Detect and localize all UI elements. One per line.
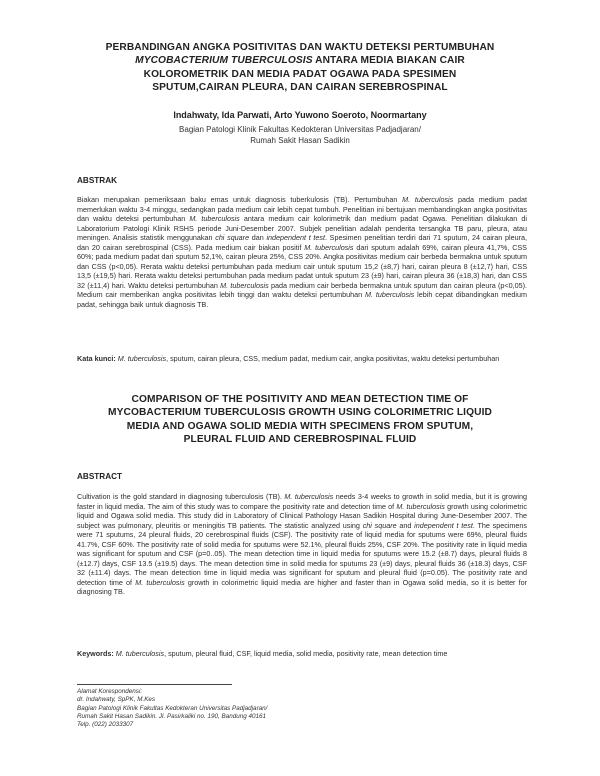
keywords-label: Keywords:: [77, 649, 114, 658]
english-title-line: PLEURAL FLUID AND CEREBROSPINAL FLUID: [183, 434, 417, 446]
english-title-line: MYCOBACTERIUM TUBERCULOSIS GROWTH USING COLORIMETRIC LIQUID: [108, 407, 492, 419]
correspondence-footnote: Alamat Korespondensi: dr. Indahwaty, SpPK, M.Kes Bagian Patologi Klinik Fakultas Kedokteran Universitas Padjadjaran/ Rumah Sakit Hasan Sadikin. Jl. Pasirkaliki no. 190, Bandung 40161 Telp. (022) 2033307: [77, 688, 268, 729]
kata-kunci-text: , sputum, cairan pleura, CSS, medium padat, medium cair, angka positivitas, waktu deteksi pertumbuhan: [166, 354, 500, 363]
english-title-line: MEDIA AND OGAWA SOLID MEDIA WITH SPECIMENS FROM SPUTUM,: [126, 420, 474, 432]
indonesian-title-line: KOLOROMETRIK DAN MEDIA PADAT OGAWA PADA SPESIMEN: [143, 68, 457, 80]
indonesian-title-species: MYCOBACTERIUM TUBERCULOSIS: [135, 55, 313, 67]
keywords: Keywords: M. tuberculosis, sputum, pleural fluid, CSF, liquid media, solid media, positivity rate, mean detection time: [77, 649, 448, 658]
affiliation: Bagian Patologi Klinik Fakultas Kedokteran Universitas Padjadjaran/ Rumah Sakit Hasan Sadikin: [179, 125, 421, 145]
kata-kunci-label: Kata kunci:: [77, 354, 116, 363]
authors: Indahwaty, Ida Parwati, Arto Yuwono Soeroto, Noormartany: [173, 110, 427, 120]
indonesian-title-line: MYCOBACTERIUM TUBERCULOSIS ANTARA MEDIA BIAKAN CAIR: [135, 55, 465, 67]
abstract-paragraph: Cultivation is the gold standard in diagnosing tuberculosis (TB). M. tuberculosis needs 3-4 weeks to growth in solid media, but it is growing faster in liquid media. The aim of this study was to compare the positivity rate and detection time of M. tuberculosis growth using colorimetric liquid and Ogawa solid media. This study did in Laboratory of Clinical Pathology Hasan Sadikin Hospital during June-Desember 2007. The subject was pulmonary, pleuritis or meningitis TB patients. The statistic analyzed using chi square and independent t test. The specimens were 71 sputums, 24 pleural fluids, 20 cerebrospinal fluids (CSF). The positivity rate of liquid media for sputums were 69%, pleural fluids 41.7%, CSF 60%. The positivity rate of solid media for sputums were 52.1%, pleural fluids 25%, CSF 20%. The positivity rate in liquid media was significant for sputum and CSF (p=0..05). The mean detection time in liquid media for sputums were 15.2 (±8.7) days, pleural fluids 8 (±12.7) days, CSF 13.5 (±19.5) days. The mean detection time in solid media for sputums 23 (±9) days, pleural fluids 36 (±18.3) days, CSF 32 (±11.4) days. The mean detection time in liquid media was significant for sputum and pleural fluid (p=0.05). The positivity rate and detection time of M. tuberculosis growth in colorimetric liquid media are higher and faster than in Ogawa solid media, so it is better for diagnosing TB.: [77, 492, 527, 597]
english-title-line: COMPARISON OF THE POSITIVITY AND MEAN DETECTION TIME OF: [131, 394, 469, 405]
indonesian-title: [60, 41, 540, 95]
abstrak-heading: ABSTRAK: [77, 176, 118, 185]
english-title: [60, 393, 540, 447]
indonesian-title-line: SPUTUM,CAIRAN PLEURA, DAN CAIRAN SEREBROSPINAL: [152, 82, 448, 94]
footnote-divider: [77, 684, 232, 685]
keywords-text: , sputum, pleural fluid, CSF, liquid media, solid media, positivity rate, mean detection time: [164, 649, 448, 658]
abstrak-paragraph: Biakan merupakan pemeriksaan baku emas untuk diagnosis tuberkulosis (TB). Pertumbuhan M. tuberculosis pada medium padat memerlukan waktu 3-4 minggu, sedangkan pada medium cair lebih cepat tumbuh. Penelitian ini bertujuan membandingkan angka positivitas dan waktu deteksi pertumbuhan M. tuberculosis antara medium cair kolorimetrik dan medium padat Ogawa. Penelitian dilakukan di Laboratorium Patologi Klinik RSHS periode Juni-Desember 2007. Subjek penelitian adalah penderita tersangka TB paru, pleura, atau meningen. Analisis statistik menggunakan chi square dan independent t test. Spesimen penelitian terdiri dari 71 sputum, 24 cairan pleura, dan 20 cairan serebrospinal (CSS). Pada medium cair biakan positif M. tuberculosis dari sputum adalah 69%, cairan pleura 41,7%, CSS 60%; pada medium padat dari sputum 52,1%, cairan pleura 25%, CSS 20%. Angka positivitas medium cair berbeda bermakna untuk sputum dan CSS (p<0,05). Rerata waktu deteksi pertumbuhan pada medium cair untuk sputum 15,2 (±8,7) hari, cairan pleura 8 (±12,7) hari, CSS 13,5 (±19,5) hari. Rerata waktu deteksi pertumbuhan pada medium padat untuk sputum 23 (±9) hari, cairan pleura 36 (±18,3) hari, dan CSS 32 (±11,4) hari. Waktu deteksi pertumbuhan M. tuberculosis pada medium cair berbeda bermakna untuk sputum dan cairan pleura (p<0,05). Medium cair memberikan angka positivitas lebih tinggi dan waktu deteksi pertumbuhan M. tuberculosis lebih cepat dibandingkan medium padat, sehingga baik untuk diagnosis TB.: [77, 195, 528, 310]
abstract-heading: ABSTRACT: [77, 472, 123, 481]
indonesian-title-line: PERBANDINGAN ANGKA POSITIVITAS DAN WAKTU DETEKSI PERTUMBUHAN: [105, 42, 495, 53]
kata-kunci: Kata kunci: M. tuberculosis, sputum, cairan pleura, CSS, medium padat, medium cair, angka positivitas, waktu deteksi pertumbuhan: [77, 354, 500, 363]
